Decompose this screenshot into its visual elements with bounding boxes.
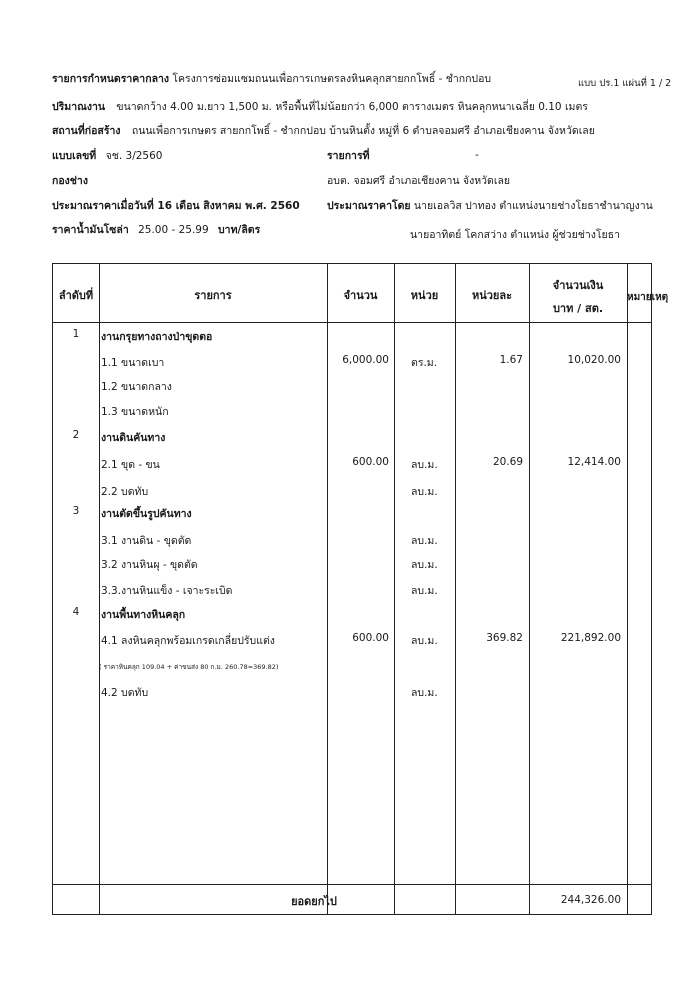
row-item: งานกรุยทางถางป่าขุดตอ [101, 331, 213, 343]
col-divider [99, 264, 100, 914]
title-label: รายการกำหนดราคากลาง [52, 73, 170, 85]
row-amount: 10,020.00 [567, 354, 621, 366]
volume-line [52, 98, 588, 115]
diesel-unit: บาท/ลิตร [218, 224, 261, 236]
form-reference: แบบ ปร.1 แผ่นที่ 1 / 2 [578, 78, 672, 89]
row-unit-price: 369.82 [486, 632, 523, 644]
price-table [52, 263, 669, 915]
row-item: 3.2 งานหินผุ - ขุดตัด [101, 559, 198, 571]
row-item: 1.1 ขนาดเบา [101, 357, 165, 369]
row-no: 4 [72, 606, 80, 618]
row-unit: ลบ.ม. [411, 687, 438, 699]
col-header-unit: หน่วย [410, 289, 439, 302]
row-unit-price: 1.67 [499, 354, 523, 366]
estimator-1: นายเอลวิส ปาทอง ตำแหน่งนายช่างโยธาชำนาญงาน [413, 200, 653, 212]
total-value: 244,326.00 [560, 894, 621, 906]
row-unit: ลบ.ม. [411, 459, 438, 471]
col-divider [394, 264, 395, 914]
plan-line [52, 147, 162, 164]
diesel-label: ราคาน้ำมันโซล่า [52, 224, 129, 236]
estimate-date-text: ประมาณราคาเมื่อวันที่ 16 เดือน สิงหาคม พ.ศ. 2560 [52, 200, 300, 212]
diesel-value: 25.00 - 25.99 [138, 224, 209, 236]
estimator-label: ประมาณราคาโดย [327, 200, 411, 212]
plan-value: จช. 3/2560 [105, 150, 163, 162]
row-no: 2 [72, 429, 80, 441]
row-item: 1.3 ขนาดหนัก [101, 406, 169, 418]
volume-label: ปริมาณงาน [52, 101, 106, 113]
estimator-2: นายอาทิตย์ โคกสว่าง ตำแหน่ง ผู้ช่วยช่างโยธา [410, 229, 620, 241]
row-amount: 12,414.00 [567, 456, 621, 468]
row-unit: ลบ.ม. [411, 635, 438, 647]
row-unit: ตร.ม. [411, 357, 438, 369]
row-item: งานดินคันทาง [101, 432, 166, 444]
title-value: โครงการซ่อมแซมถนนเพื่อการเกษตรลงหินคลุกสายกกโพธิ์ - ชำกกปอบ [172, 73, 492, 85]
document-title [52, 70, 491, 87]
col-header-qty: จำนวน [343, 289, 378, 302]
row-item: 3.3.งานหินแข็ง - เจาะระเบิด [101, 585, 233, 597]
row-qty: 600.00 [352, 456, 389, 468]
col-divider [627, 264, 628, 914]
estimate-date [52, 197, 300, 214]
row-no: 3 [72, 505, 80, 517]
row-qty: 6,000.00 [342, 354, 389, 366]
header-divider [53, 322, 651, 323]
division-label-text: กองช่าง [52, 175, 88, 187]
col-header-remark: หมายเหตุ [627, 292, 669, 303]
total-divider [53, 884, 651, 885]
row-qty: 600.00 [352, 632, 389, 644]
col-header-amount-unit: บาท / สต. [552, 302, 604, 315]
row-unit: ลบ.ม. [411, 585, 438, 597]
item-no-label [327, 147, 370, 164]
division-label [52, 172, 88, 189]
row-item: 2.1 ขุด - ขน [101, 459, 160, 471]
row-unit: ลบ.ม. [411, 559, 438, 571]
col-header-no: ลำดับที่ [58, 289, 94, 302]
site-line [52, 122, 595, 139]
site-label: สถานที่ก่อสร้าง [52, 125, 121, 137]
row-item: 4.2 บดทับ [101, 687, 149, 699]
volume-value: ขนาดกว้าง 4.00 ม.ยาว 1,500 ม. หรือพื้นที่ไม่น้อยกว่า 6,000 ตารางเมตร หินคลุกหนาเฉลี่ย 0.10 เมตร [116, 101, 588, 113]
col-header-unit-price: หน่วยละ [471, 289, 513, 302]
row-no: 1 [72, 328, 80, 340]
row-amount: 221,892.00 [560, 632, 621, 644]
row-item: 4.1 ลงหินคลุกพร้อมเกรดเกลี่ยปรับแต่ง [101, 635, 275, 647]
row-unit: ลบ.ม. [411, 535, 438, 547]
total-label: ยอดยกไป [291, 895, 337, 908]
row-item: 1.2 ขนาดกลาง [101, 381, 172, 393]
plan-label: แบบเลขที่ [52, 150, 97, 162]
col-header-item: รายการ [194, 289, 232, 302]
estimator-line [327, 197, 653, 214]
row-item: งานตัดขึ้นรูปคันทาง [101, 508, 192, 520]
diesel-line [52, 221, 260, 238]
site-value: ถนนเพื่อการเกษตร สายกกโพธิ์ - ชำกกปอบ บ้านหินตั้ง หมู่ที่ 6 ตำบลจอมศรี อำเภอเชียงคาน จังหวัดเลย [131, 125, 595, 137]
row-item: งานพื้นทางหินคลุก [101, 609, 186, 621]
col-header-amount: จำนวนเงิน [552, 279, 604, 292]
row-item: 3.1 งานดิน - ขุดตัด [101, 535, 192, 547]
item-41-note: ( ราคาหินคลุก 109.04 + ค่าขนส่ง 80 ก.ม. 260.78=369.82) [99, 663, 279, 671]
division-value: อบต. จอมศรี อำเภอเชียงคาน จังหวัดเลย [327, 175, 511, 187]
row-item: 2.2 บดทับ [101, 486, 149, 498]
row-unit: ลบ.ม. [411, 486, 438, 498]
row-unit-price: 20.69 [492, 456, 523, 468]
item-no-label-text: รายการที่ [327, 150, 370, 162]
item-no-value: - [475, 149, 479, 161]
